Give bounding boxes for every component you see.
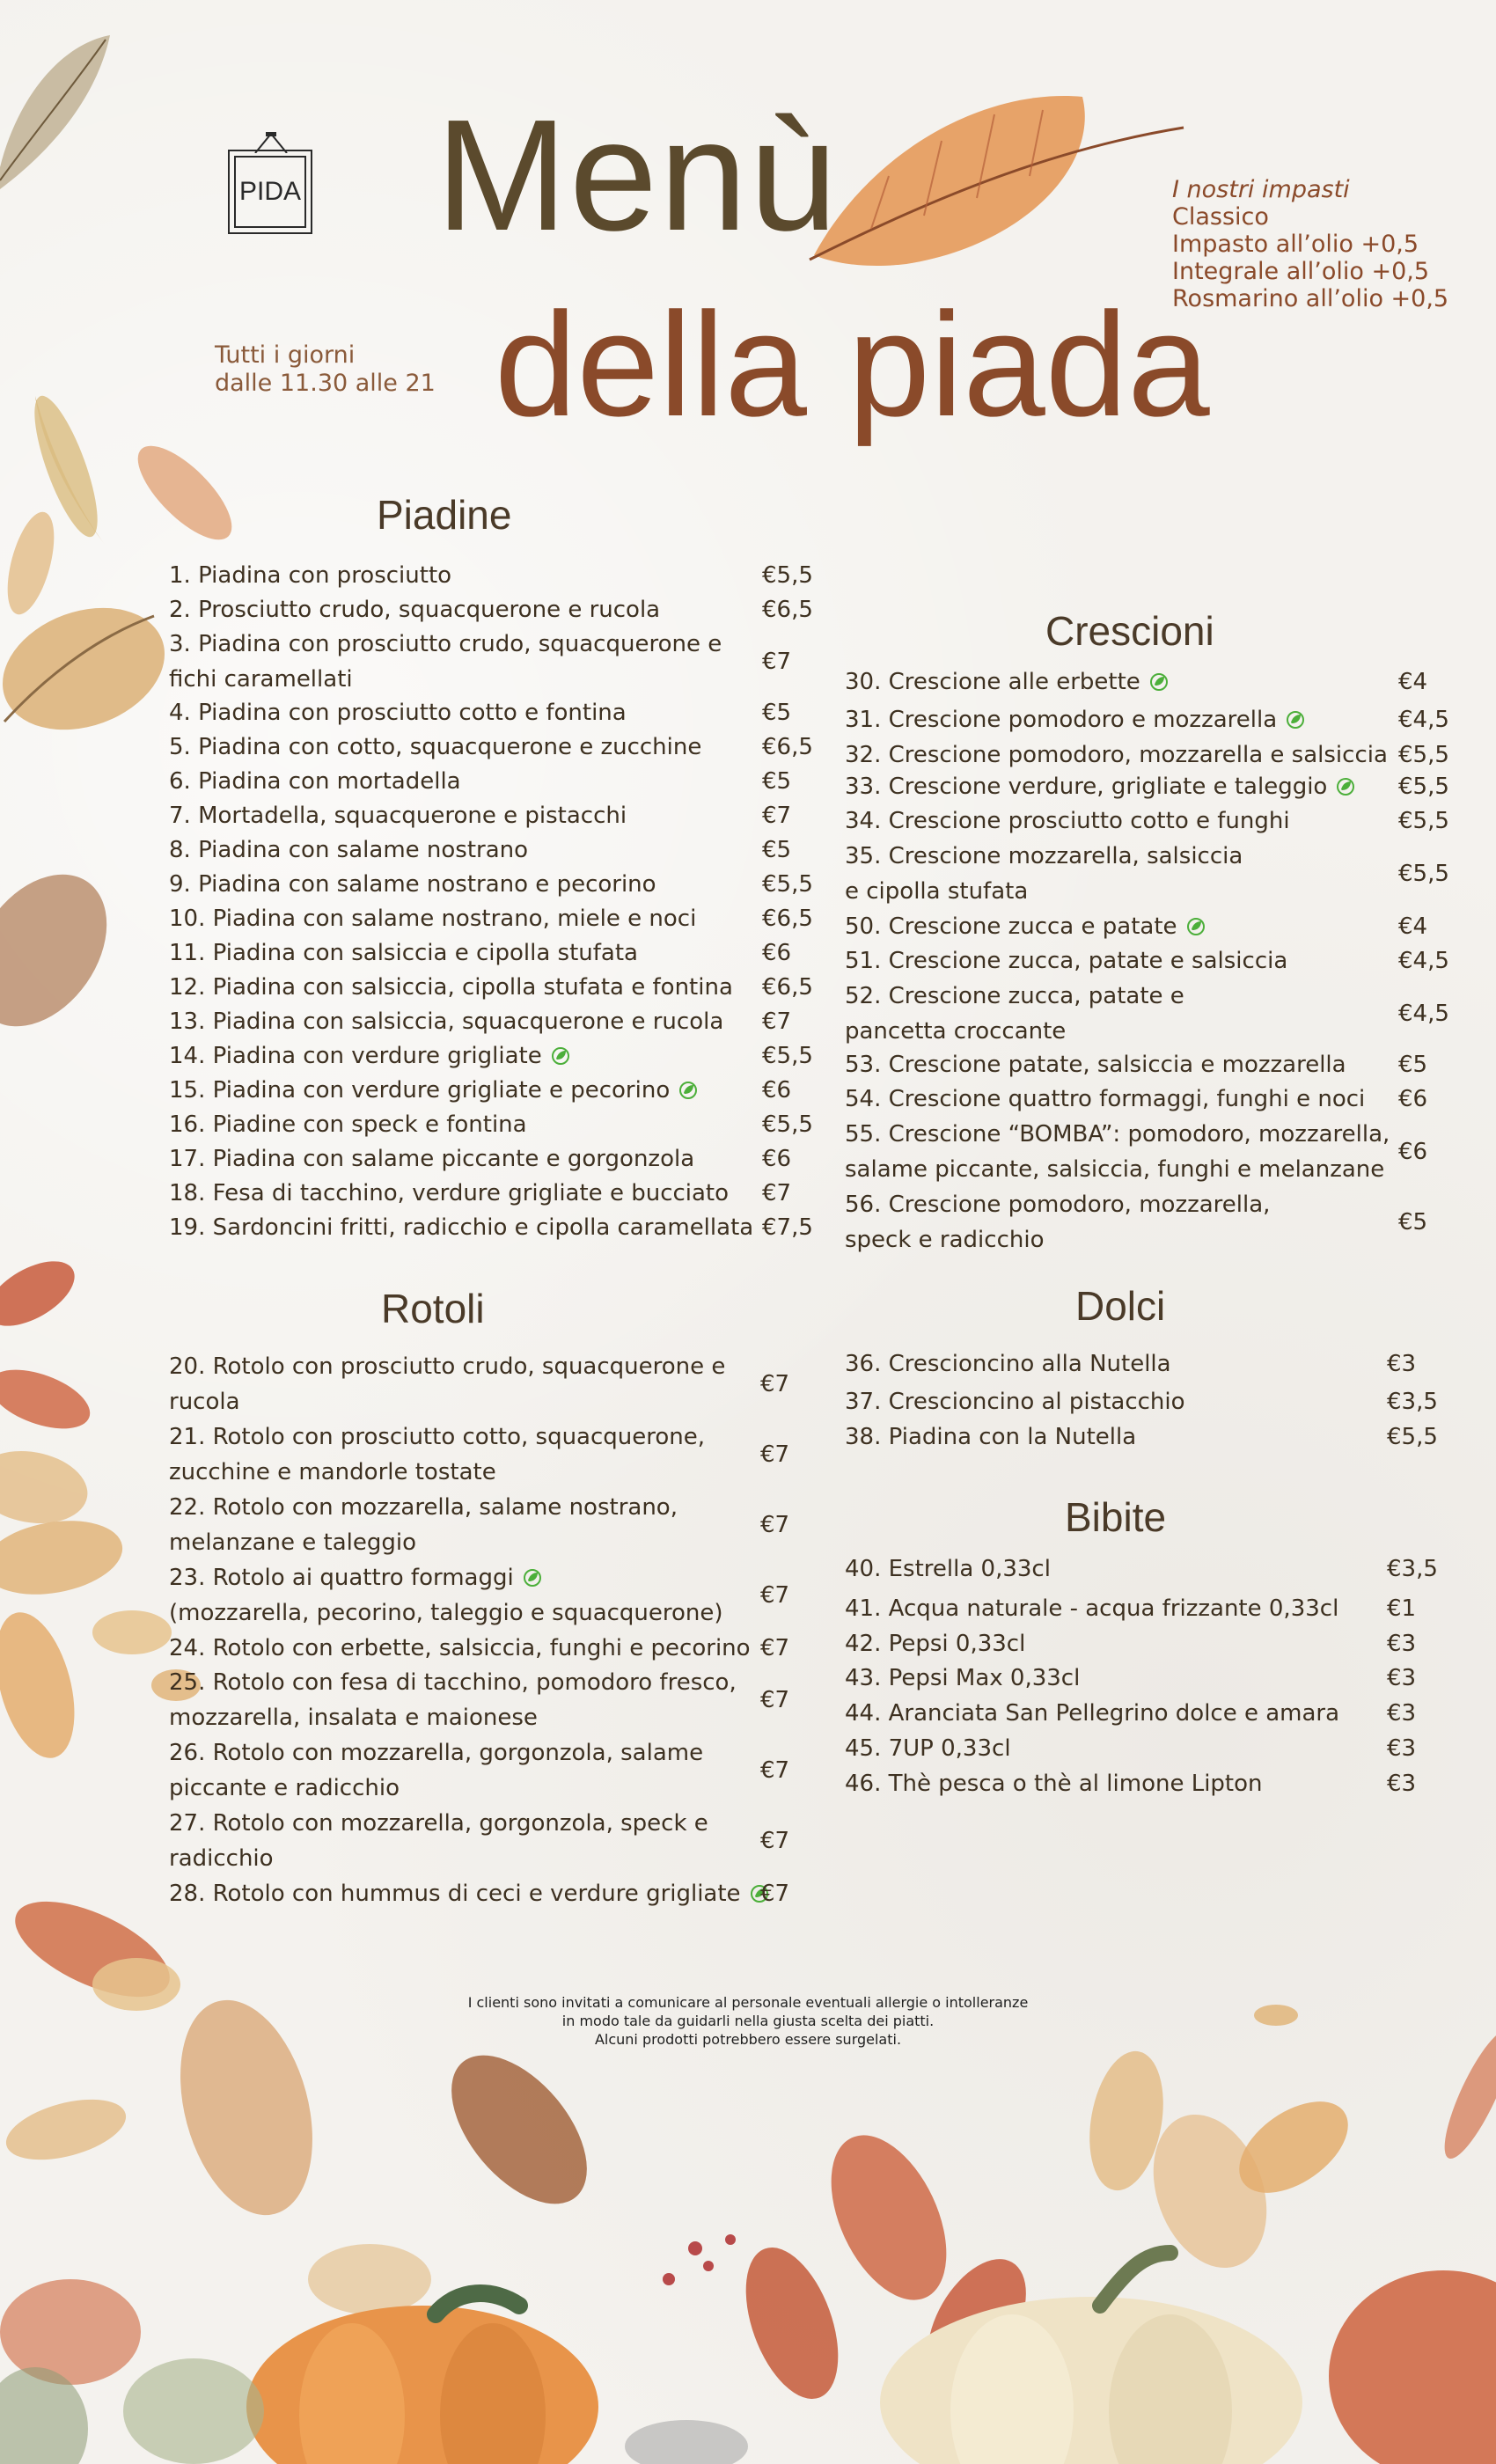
- item-name-line: 4. Piadina con prosciutto cotto e fontina: [169, 700, 627, 726]
- item-name-line: fichi caramellati: [169, 666, 353, 693]
- item-price: €7: [760, 1441, 790, 1468]
- item-price: €4,5: [1398, 707, 1449, 733]
- menu-item: [169, 1210, 832, 1245]
- item-price: €7: [762, 803, 792, 829]
- dough-option: Classico: [1172, 203, 1269, 231]
- item-price: €7: [760, 1582, 790, 1609]
- item-name: [845, 943, 1469, 979]
- item-name-line: 31. Crescione pomodoro e mozzarella: [845, 702, 1469, 737]
- item-name-line: 12. Piadina con salsiccia, cipolla stufata e fontina: [169, 974, 733, 1001]
- menu-item: [169, 730, 832, 765]
- menu-item: [845, 1551, 1457, 1587]
- item-price: €6: [1398, 1139, 1428, 1165]
- item-price: €5,5: [1387, 1424, 1438, 1450]
- item-name-line: 10. Piadina con salame nostrano, miele e noci: [169, 906, 697, 932]
- item-name-line: 36. Crescioncino alla Nutella: [845, 1351, 1171, 1377]
- item-price: €7: [760, 1881, 790, 1907]
- item-price: €7: [762, 1180, 792, 1206]
- item-name: [845, 803, 1469, 839]
- item-price: €7: [760, 1687, 790, 1713]
- item-name: [169, 627, 832, 697]
- item-name-line: 51. Crescione zucca, patate e salsiccia: [845, 948, 1288, 974]
- item-name-line: 14. Piadina con verdure grigliate: [169, 1038, 832, 1074]
- item-price: €7: [760, 1512, 790, 1538]
- item-price: €5,5: [1398, 742, 1449, 768]
- item-name-line: 19. Sardoncini fritti, radicchio e cipolla caramellata: [169, 1214, 754, 1241]
- pumpkin-left: [246, 2293, 598, 2464]
- item-name: [169, 1349, 831, 1419]
- item-price: €7: [762, 649, 792, 675]
- item-price: €1: [1387, 1595, 1417, 1622]
- feather-leaf-top: [810, 96, 1184, 266]
- item-name-line: 34. Crescione prosciutto cotto e funghi: [845, 808, 1290, 834]
- item-name-line: pancetta croccante: [845, 1018, 1067, 1045]
- item-name-line: 40. Estrella 0,33cl: [845, 1556, 1051, 1582]
- item-name-line: 2. Prosciutto crudo, squacquerone e rucola: [169, 597, 661, 623]
- item-price: €5,5: [1398, 861, 1449, 887]
- menu-item: [845, 1419, 1457, 1455]
- item-price: €5,5: [762, 562, 813, 589]
- item-name: [169, 1073, 832, 1108]
- item-name-line: rucola: [169, 1389, 240, 1415]
- menu-item: [169, 1349, 831, 1419]
- item-name: [845, 1551, 1457, 1587]
- item-name: [169, 592, 832, 627]
- item-name-line: 46. Thè pesca o thè al limone Lipton: [845, 1771, 1263, 1797]
- item-name: [845, 1661, 1457, 1696]
- menu-item: [845, 803, 1469, 839]
- menu-item: [845, 1117, 1469, 1187]
- vegetarian-leaf-icon: [1186, 917, 1206, 936]
- item-name: [169, 867, 832, 902]
- item-name-line: piccante e radicchio: [169, 1775, 400, 1801]
- item-name-line: 22. Rotolo con mozzarella, salame nostrano,: [169, 1494, 678, 1521]
- section-title-dolci: Dolci: [1075, 1283, 1166, 1329]
- item-name-line: e cipolla stufata: [845, 878, 1029, 905]
- menu-item: [169, 832, 832, 868]
- item-price: €3: [1387, 1735, 1417, 1762]
- item-name-line: 37. Crescioncino al pistacchio: [845, 1389, 1185, 1415]
- logo-text: PIDA: [238, 177, 302, 206]
- item-price: €6,5: [762, 597, 813, 623]
- dough-options: [1172, 176, 1448, 312]
- item-name-line: 53. Crescione patate, salsiccia e mozzarella: [845, 1052, 1346, 1078]
- menu-item: [845, 979, 1469, 1049]
- menu-item: [169, 1876, 831, 1911]
- item-name-line: mozzarella, insalata e maionese: [169, 1705, 538, 1731]
- item-price: €5,5: [1398, 808, 1449, 834]
- item-name-line: 21. Rotolo con prosciutto cotto, squacquerone,: [169, 1424, 706, 1450]
- item-name-line: 24. Rotolo con erbette, salsiccia, funghi e pecorino: [169, 1635, 751, 1661]
- disclaimer-line: Alcuni prodotti potrebbero essere surgelati.: [594, 2031, 902, 2048]
- vegetarian-leaf-icon: [678, 1081, 698, 1100]
- menu-item: [169, 695, 832, 730]
- menu-item: [845, 839, 1469, 909]
- menu-item: [845, 909, 1469, 944]
- menu-item: [169, 1038, 832, 1074]
- item-price: €5: [1398, 1209, 1428, 1236]
- item-name: [169, 1665, 831, 1735]
- menu-item: [845, 702, 1469, 737]
- item-name: [169, 935, 832, 971]
- item-name-line: 52. Crescione zucca, patate e: [845, 983, 1184, 1009]
- item-name: [169, 1141, 832, 1177]
- item-name-line: 27. Rotolo con mozzarella, gorgonzola, speck e: [169, 1810, 708, 1837]
- item-name: [845, 1696, 1457, 1731]
- item-name-line: 11. Piadina con salsiccia e cipolla stufata: [169, 940, 638, 966]
- title-line-1: Menù: [436, 87, 840, 264]
- item-price: €5: [1398, 1052, 1428, 1078]
- item-name: [845, 769, 1469, 804]
- item-price: €4: [1398, 669, 1428, 695]
- item-price: €4: [1398, 913, 1428, 940]
- item-price: €3: [1387, 1631, 1417, 1657]
- item-name: [169, 1210, 832, 1245]
- item-price: €3: [1387, 1771, 1417, 1797]
- item-name-line: 38. Piadina con la Nutella: [845, 1424, 1137, 1450]
- menu-item: [169, 1073, 832, 1108]
- item-name-line: 42. Pepsi 0,33cl: [845, 1631, 1026, 1657]
- item-name-line: 9. Piadina con salame nostrano e pecorino: [169, 871, 656, 898]
- item-price: €7: [760, 1828, 790, 1854]
- leaf-top-left: [0, 35, 110, 189]
- vegetarian-leaf-icon: [1286, 710, 1305, 730]
- menu-item: [845, 769, 1469, 804]
- item-price: €5,5: [762, 1111, 813, 1138]
- menu-item: [845, 737, 1469, 773]
- item-price: €5: [762, 837, 792, 863]
- menu-item: [169, 627, 832, 697]
- logo: [228, 132, 316, 236]
- item-name-line: 50. Crescione zucca e patate: [845, 909, 1469, 944]
- pumpkin-right: [880, 2253, 1302, 2464]
- item-name: [845, 702, 1469, 737]
- item-name-line: 8. Piadina con salame nostrano: [169, 837, 529, 863]
- disclaimer-line: in modo tale da guidarli nella giusta scelta dei piatti.: [561, 2013, 935, 2029]
- item-name: [845, 1187, 1469, 1258]
- item-name-line: radicchio: [169, 1845, 274, 1872]
- item-price: €3: [1387, 1351, 1417, 1377]
- item-name: [169, 730, 832, 765]
- item-price: €7,5: [762, 1214, 813, 1241]
- item-price: €6: [762, 1077, 792, 1104]
- pumpkin-far-right: [1329, 2270, 1496, 2464]
- item-name-line: 56. Crescione pomodoro, mozzarella,: [845, 1192, 1271, 1218]
- item-price: €6,5: [762, 974, 813, 1001]
- item-name-line: 18. Fesa di tacchino, verdure grigliate e bucciato: [169, 1180, 730, 1206]
- menu-item: [169, 1735, 831, 1806]
- menu-item: [169, 1419, 831, 1490]
- title-line-2: della piada: [495, 282, 1210, 447]
- item-name-line: 41. Acqua naturale - acqua frizzante 0,33cl: [845, 1595, 1339, 1622]
- section-title-piadine: Piadine: [377, 492, 512, 538]
- menu-item: [845, 1082, 1469, 1117]
- vegetarian-leaf-icon: [523, 1568, 542, 1588]
- menu-item: [169, 558, 832, 593]
- vegetarian-leaf-icon: [1149, 672, 1169, 692]
- item-name: [169, 1490, 831, 1560]
- menu-item: [169, 798, 832, 833]
- item-name-line: 3. Piadina con prosciutto crudo, squacquerone e: [169, 631, 722, 657]
- item-name: [845, 979, 1469, 1049]
- menu-item: [169, 1490, 831, 1560]
- item-name: [845, 664, 1469, 700]
- item-name: [845, 909, 1469, 944]
- item-name: [169, 1176, 832, 1211]
- item-price: €6: [762, 1146, 792, 1172]
- item-name-line: speck e radicchio: [845, 1227, 1045, 1253]
- item-price: €6: [762, 940, 792, 966]
- menu-item: [169, 1665, 831, 1735]
- menu-item: [845, 664, 1469, 700]
- item-name: [169, 798, 832, 833]
- item-price: €6,5: [762, 906, 813, 932]
- item-name: [169, 1038, 832, 1074]
- item-price: €3,5: [1387, 1389, 1438, 1415]
- item-name: [169, 1876, 831, 1911]
- item-name-line: 35. Crescione mozzarella, salsiccia: [845, 843, 1243, 869]
- item-price: €7: [762, 1008, 792, 1035]
- menu-item: [845, 943, 1469, 979]
- item-name-line: 5. Piadina con cotto, squacquerone e zucchine: [169, 734, 702, 760]
- item-price: €7: [760, 1371, 790, 1397]
- item-name-line: 23. Rotolo ai quattro formaggi: [169, 1560, 831, 1595]
- item-name-line: 26. Rotolo con mozzarella, gorgonzola, salame: [169, 1740, 704, 1766]
- menu-item: [169, 867, 832, 902]
- dough-heading: I nostri impasti: [1172, 176, 1350, 203]
- item-name-line: 32. Crescione pomodoro, mozzarella e salsiccia: [845, 742, 1388, 768]
- item-name-line: 25. Rotolo con fesa di tacchino, pomodoro fresco,: [169, 1669, 737, 1696]
- item-price: €5,5: [1398, 774, 1449, 800]
- menu-item: [845, 1187, 1469, 1258]
- item-name: [169, 901, 832, 936]
- item-name-line: 20. Rotolo con prosciutto crudo, squacquerone e: [169, 1353, 726, 1380]
- menu-item: [845, 1591, 1457, 1626]
- item-name: [845, 1591, 1457, 1626]
- item-price: €6: [1398, 1086, 1428, 1112]
- item-name-line: 55. Crescione “BOMBA”: pomodoro, mozzarella,: [845, 1121, 1390, 1148]
- item-price: €5,5: [762, 1043, 813, 1069]
- item-name-line: 30. Crescione alle erbette: [845, 664, 1469, 700]
- item-name: [845, 737, 1469, 773]
- item-name: [169, 1806, 831, 1876]
- item-name: [169, 970, 832, 1005]
- item-price: €6,5: [762, 734, 813, 760]
- item-name: [169, 558, 832, 593]
- item-price: €7: [760, 1757, 790, 1784]
- dough-option: Impasto all’olio +0,5: [1172, 231, 1419, 258]
- item-name-line: zucchine e mandorle tostate: [169, 1459, 496, 1485]
- menu-item: [845, 1731, 1457, 1766]
- menu-item: [845, 1384, 1457, 1419]
- hours-line-2: dalle 11.30 alle 21: [215, 370, 436, 397]
- item-name: [845, 839, 1469, 909]
- item-name: [169, 1631, 831, 1666]
- item-name-line: 44. Aranciata San Pellegrino dolce e amara: [845, 1700, 1340, 1727]
- menu-item: [169, 1107, 832, 1142]
- item-name-line: 6. Piadina con mortadella: [169, 768, 461, 795]
- item-price: €5: [762, 768, 792, 795]
- item-name: [845, 1047, 1469, 1082]
- item-name-line: 45. 7UP 0,33cl: [845, 1735, 1011, 1762]
- item-name-line: salame piccante, salsiccia, funghi e melanzane: [845, 1156, 1385, 1183]
- menu-item: [845, 1047, 1469, 1082]
- vegetarian-leaf-icon: [1336, 777, 1355, 796]
- item-name: [169, 764, 832, 799]
- menu-item: [169, 1141, 832, 1177]
- dough-option: Rosmarino all’olio +0,5: [1172, 285, 1449, 312]
- item-name-line: 28. Rotolo con hummus di ceci e verdure grigliate: [169, 1876, 831, 1911]
- menu-item: [169, 1806, 831, 1876]
- menu-item: [169, 901, 832, 936]
- item-name: [169, 832, 832, 868]
- section-title-bibite: Bibite: [1065, 1494, 1167, 1540]
- item-name-line: melanzane e taleggio: [169, 1529, 417, 1556]
- item-name: [169, 1560, 831, 1631]
- item-name-line: 17. Piadina con salame piccante e gorgonzola: [169, 1146, 695, 1172]
- item-name: [845, 1082, 1469, 1117]
- hours-line-1: Tutti i giorni: [215, 341, 356, 369]
- item-name: [845, 1731, 1457, 1766]
- item-price: €7: [760, 1635, 790, 1661]
- item-price: €3: [1387, 1665, 1417, 1691]
- item-price: €5: [762, 700, 792, 726]
- item-name: [845, 1626, 1457, 1661]
- dough-option: Integrale all’olio +0,5: [1172, 258, 1430, 285]
- item-name: [169, 695, 832, 730]
- menu-item: [169, 935, 832, 971]
- menu-item: [169, 1560, 831, 1631]
- item-name-line: 13. Piadina con salsiccia, squacquerone e rucola: [169, 1008, 724, 1035]
- item-name: [845, 1419, 1457, 1455]
- item-name: [845, 1117, 1469, 1187]
- menu-item: [169, 1631, 831, 1666]
- item-price: €4,5: [1398, 948, 1449, 974]
- opening-hours: [215, 341, 436, 398]
- item-name-line: (mozzarella, pecorino, taleggio e squacquerone): [169, 1600, 723, 1626]
- item-name: [169, 1419, 831, 1490]
- item-name: [169, 1004, 832, 1039]
- leaves-bottom: [0, 1882, 1496, 2411]
- item-name-line: 15. Piadina con verdure grigliate e pecorino: [169, 1073, 832, 1108]
- menu-item: [845, 1661, 1457, 1696]
- item-name: [845, 1346, 1457, 1382]
- item-name-line: 54. Crescione quattro formaggi, funghi e noci: [845, 1086, 1366, 1112]
- item-name: [845, 1384, 1457, 1419]
- menu-item: [845, 1766, 1457, 1801]
- menu-item: [169, 970, 832, 1005]
- item-name-line: 16. Piadine con speck e fontina: [169, 1111, 527, 1138]
- item-name-line: 7. Mortadella, squacquerone e pistacchi: [169, 803, 627, 829]
- item-price: €5,5: [762, 871, 813, 898]
- item-name: [169, 1107, 832, 1142]
- menu-item: [169, 592, 832, 627]
- menu-item: [169, 1176, 832, 1211]
- item-name-line: 43. Pepsi Max 0,33cl: [845, 1665, 1081, 1691]
- item-name: [169, 1735, 831, 1806]
- item-price: €3,5: [1387, 1556, 1438, 1582]
- item-price: €3: [1387, 1700, 1417, 1727]
- item-name: [845, 1766, 1457, 1801]
- item-price: €4,5: [1398, 1001, 1449, 1027]
- menu-item: [169, 1004, 832, 1039]
- allergy-disclaimer: [378, 1993, 1118, 2049]
- item-name-line: 1. Piadina con prosciutto: [169, 562, 452, 589]
- menu-item: [845, 1626, 1457, 1661]
- disclaimer-line: I clienti sono invitati a comunicare al personale eventuali allergie o intolleranze: [467, 1994, 1029, 2011]
- section-title-rotoli: Rotoli: [381, 1286, 485, 1331]
- section-title-crescioni: Crescioni: [1045, 608, 1214, 654]
- menu-item: [169, 764, 832, 799]
- menu-item: [845, 1346, 1457, 1382]
- item-name-line: 33. Crescione verdure, grigliate e taleggio: [845, 769, 1469, 804]
- vegetarian-leaf-icon: [551, 1046, 570, 1066]
- menu-item: [845, 1696, 1457, 1731]
